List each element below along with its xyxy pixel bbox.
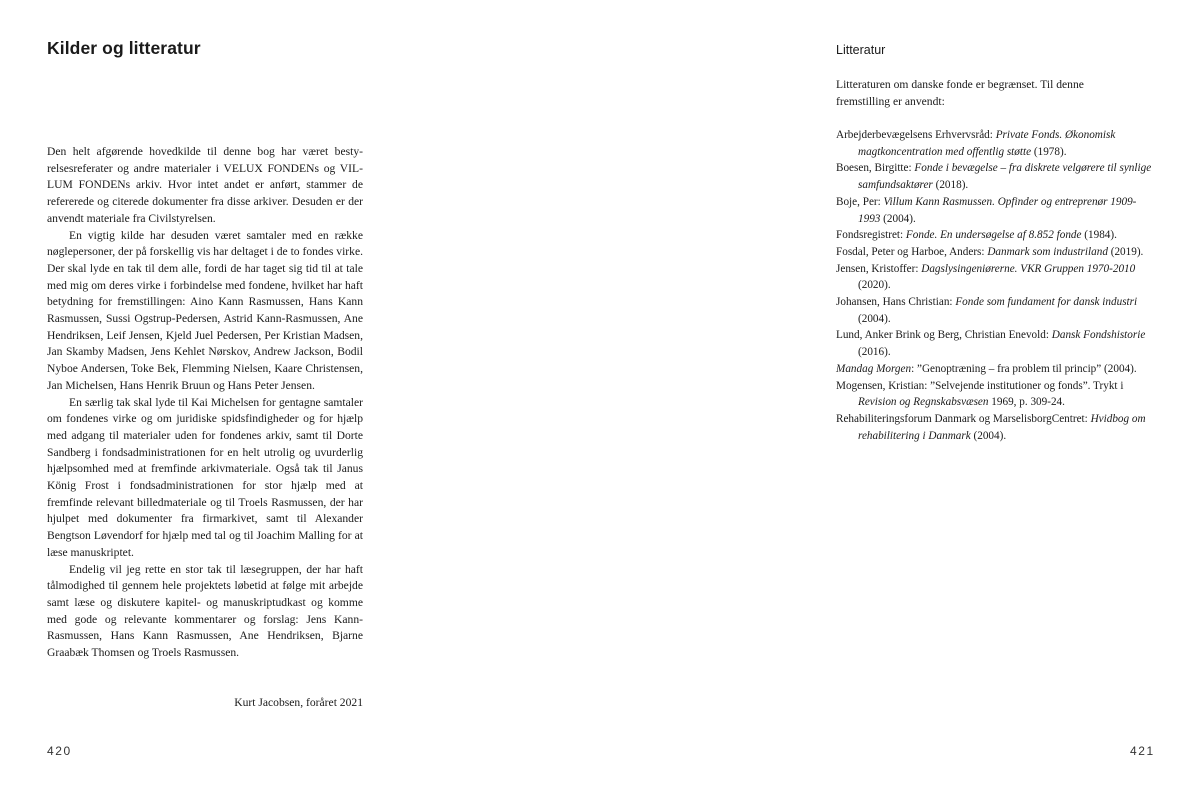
reference-item: Boesen, Birgitte: Fonde i bevægelse – fra diskrete velgørere til synlige samfundsaktører (2018). bbox=[836, 162, 1152, 192]
reference-title: Dagslysingeniørerne. VKR Gruppen 1970-2010 bbox=[921, 262, 1136, 275]
reference-item: Fondsregistret: Fonde. En undersøgelse af 8.852 fonde (1984). bbox=[836, 229, 1117, 242]
reference-title: Fonde. En undersøgelse af 8.852 fonde bbox=[905, 229, 1082, 242]
intro-text: Litteraturen om danske fonde er begrænset. Til denne fremstilling er anvendt: bbox=[836, 78, 1084, 108]
reference-title: Hvidbog om rehabilitering i Danmark bbox=[858, 412, 1146, 442]
reference-title: Revision og Regnskabsvæsen bbox=[858, 396, 989, 409]
reference-title: Villum Kann Rasmussen. Opfinder og entreprenør 1909-1993 bbox=[858, 195, 1137, 225]
section-title: Litteratur bbox=[836, 43, 886, 57]
reference-title: Private Fonds. Økonomisk magtkoncentration med offentlig støtte bbox=[858, 129, 1116, 158]
reference-title: Dansk Fondshistorie bbox=[1051, 329, 1146, 342]
reference-list bbox=[836, 127, 1154, 444]
reference-item: Rehabiliteringsforum Danmark og MarselisborgCentret: Hvidbog om rehabilitering i Danmark (2004). bbox=[836, 412, 1146, 442]
page-title: Kilder og litteratur bbox=[47, 38, 201, 58]
body-text bbox=[47, 144, 363, 662]
reference-item: Jensen, Kristoffer: Dagslysingeniørerne. VKR Gruppen 1970-2010 (2020). bbox=[836, 262, 1136, 292]
reference-title: Fonde som fundament for dansk industri bbox=[955, 296, 1138, 309]
page-number-left: 420 bbox=[47, 744, 72, 758]
reference-item: Fosdal, Peter og Harboe, Anders: Danmark som industriland (2019). bbox=[836, 245, 1144, 258]
paragraph: Den helt afgørende hovedkilde til denne bog har været bestyrelsesreferater og andre materialer i VELUX FONDENs og VILLUM FONDENs arkiv. Hvor intet andet er anført, stammer de refererede og citerede dokumenter fra disse arkiver. Desuden er der anvendt materiale fra Civilstyrelsen. bbox=[47, 145, 363, 225]
page-number-right: 421 bbox=[1130, 744, 1155, 758]
reference-title: Fonde i bevægelse – fra diskrete velgørere til synlige samfundsaktører bbox=[858, 162, 1152, 192]
reference-item: Arbejderbevægelsens Erhvervsråd: Private Fonds. Økonomisk magtkoncentration med offentlig støtte (1978). bbox=[836, 129, 1116, 158]
reference-title: Mandag Morgen bbox=[836, 362, 912, 375]
paragraph: En vigtig kilde har desuden været samtaler med en række nøglepersoner, der på forskellig vis har deltaget i de to fondes virke. Der skal lyde en tak til dem alle, fordi de har taget sig tid til at tale med mig om deres virke i forbindelse med fondene, hvilket har haft betydning for fremstillingen: Aino Kann Rasmussen, Hans Kann Rasmussen, Sussi Ogstrup-Pedersen, Astrid Kann-Rasmussen, Ane Hendriksen, Leif Jensen, Kjeld Juel Pedersen, Per Kristian Madsen, Jan Skamby Madsen, Jens Kehlet Nørskov, Andrew Jackson, Bodil Nyboe Andersen, Toke Bek, Flemming Nielsen, Kaare Christensen, Jan Michelsen, Hans Henrik Bruun og Hans Peter Jensen. bbox=[47, 228, 364, 392]
reference-item: Boje, Per: Villum Kann Rasmussen. Opfinder og entreprenør 1909-1993 (2004). bbox=[836, 195, 1137, 225]
reference-item: Mogensen, Kristian: ”Selvejende institutioner og fonds”. Trykt i Revision og Regnskabsvæsen 1969, p. 309-24. bbox=[836, 379, 1124, 409]
reference-item: Mandag Morgen: ”Genoptræning – fra problem til princip” (2004). bbox=[836, 362, 1137, 375]
paragraph: En særlig tak skal lyde til Kai Michelsen for gentagne samtaler om fondenes virke og om juridiske spidsfindigheder og for hjælp med adgang til materialer uden for fondenes arkiv, samt til Dorte Sandberg i fondsadministrationen for en helt utrolig og uvurderlig hjælpsomhed med at fremfinde arkivmateriale. Også tak til Janus König Frost i fondsadministrationen for stor hjælp med at fremfinde relevant billedmateriale og til Troels Rasmussen, der har hjulpet med dokumenter fra firmarkivet, samt til Alexander Bengtson Løvendorf for hjælp med tal og til Joachim Malling for at læse manuskriptet. bbox=[47, 395, 363, 559]
right-page bbox=[600, 0, 1201, 806]
reference-title: Danmark som industriland bbox=[987, 245, 1108, 258]
paragraph: Endelig vil jeg rette en stor tak til læsegruppen, der har haft tålmodighed til gennem hele projektets løbetid at følge mit arbejde samt læse og diskutere kapitel- og manuskriptudkast og komme med gode og relevante kommentarer og forslag: Jens Kann-Rasmussen, Hans Kann Rasmussen, Ane Hendriksen, Bjarne Graabæk Thomsen og Troels Rasmussen. bbox=[47, 562, 363, 660]
reference-item: Lund, Anker Brink og Berg, Christian Enevold: Dansk Fondshistorie (2016). bbox=[836, 329, 1146, 359]
author-signature: Kurt Jacobsen, foråret 2021 bbox=[234, 696, 363, 709]
left-page bbox=[0, 0, 600, 806]
reference-item: Johansen, Hans Christian: Fonde som fundament for dansk industri (2004). bbox=[836, 296, 1138, 325]
